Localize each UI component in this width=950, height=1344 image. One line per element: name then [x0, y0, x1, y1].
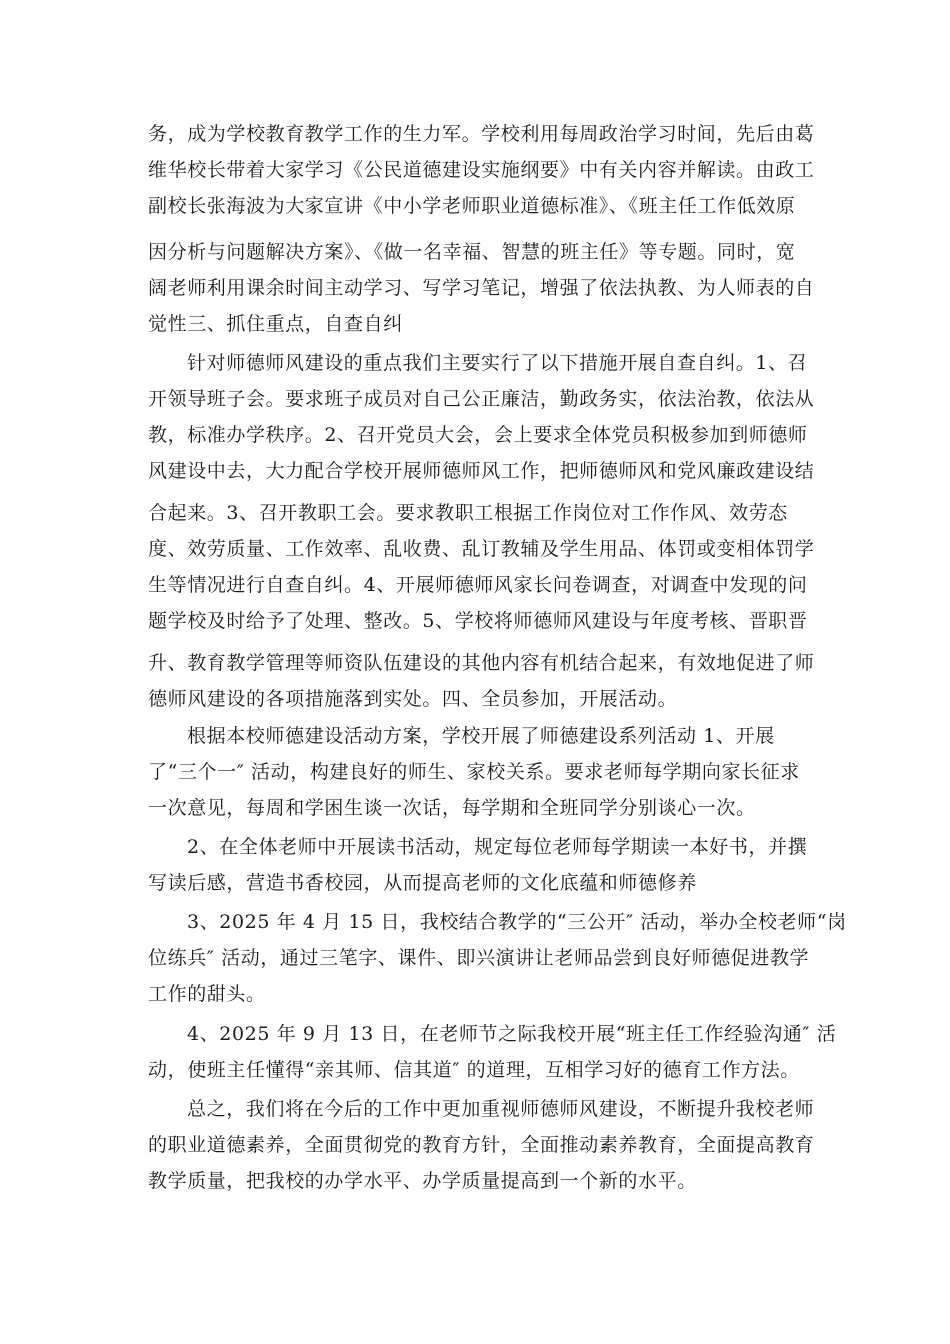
- text-line: 度、效劳质量、工作效率、乱收费、乱订教辅及学生用品、体罚或变相体罚学: [148, 538, 815, 560]
- text-line: 位练兵″ 活动，通过三笔字、课件、即兴演讲让老师品尝到良好师德促进教学: [148, 947, 810, 969]
- text-line: 副校长张海波为大家宣讲《中小学老师职业道德标准》、《班主任工作低效原: [148, 195, 796, 217]
- text-line: 升、教育教学管理等师资队伍建设的其他内容有机结合起来，有效地促进了师: [148, 652, 815, 674]
- paragraph-first-line: 针对师德师风建设的重点我们主要实行了以下措施开展自查自纠。1、召: [187, 352, 808, 374]
- paragraph-first-line: 3、2025 年 4 月 15 日，我校结合教学的“三公开″ 活动，举办全校老师“岗: [187, 911, 847, 933]
- text-line: 教学质量，把我校的办学水平、办学质量提高到一个新的水平。: [148, 1170, 697, 1192]
- text-line: 务，成为学校教育教学工作的生力军。学校利用每周政治学习时间，先后由葛: [148, 123, 815, 145]
- text-line: 动，使班主任懂得“亲其师、信其道″ 的道理，互相学习好的德育工作方法。: [148, 1059, 800, 1081]
- text-line: 题学校及时给予了处理、整改。5、学校将师德师风建设与年度考核、晋职晋: [148, 610, 808, 632]
- text-line: 觉性三、抓住重点，自查自纠: [148, 313, 403, 335]
- paragraph-first-line: 根据本校师德建设活动方案，学校开展了师德建设系列活动 1、开展: [187, 725, 775, 747]
- text-line: 因分析与问题解决方案》、《做一名幸福、智慧的班主任》等专题。同时，宽: [148, 241, 796, 263]
- text-line: 教，标准办学秩序。2、召开党员大会，会上要求全体党员积极参加到师德师: [148, 424, 808, 446]
- text-line: 风建设中去，大力配合学校开展师德师风工作，把师德师风和党风廉政建设结: [148, 460, 815, 482]
- text-line: 维华校长带着大家学习《公民道德建设实施纲要》中有关内容并解读。由政工: [148, 159, 815, 181]
- text-line: 的职业道德素养，全面贯彻党的教育方针，全面推动素养教育，全面提高教育: [148, 1134, 815, 1156]
- text-line: 生等情况进行自查自纠。4、开展师德师风家长问卷调查，对调查中发现的问: [148, 574, 808, 596]
- text-line: 写读后感，营造书香校园，从而提高老师的文化底蕴和师德修养: [148, 872, 697, 894]
- text-line: 德师风建设的各项措施落到实处。四、全员参加，开展活动。: [148, 688, 678, 710]
- text-line: 开领导班子会。要求班子成员对自己公正廉洁，勤政务实，依法治教，依法从: [148, 388, 815, 410]
- text-line: 了“三个一″ 活动，构建良好的师生、家校关系。要求老师每学期向家长征求: [148, 761, 800, 783]
- paragraph-first-line: 4、2025 年 9 月 13 日，在老师节之际我校开展“班主任工作经验沟通″ 活: [187, 1023, 837, 1045]
- text-line: 合起来。3、召开教职工会。要求教职工根据工作岗位对工作作风、效劳态: [148, 502, 788, 524]
- paragraph-first-line: 2、在全体老师中开展读书活动，规定每位老师每学期读一本好书，并撰: [187, 836, 808, 858]
- text-line: 阔老师利用课余时间主动学习、写学习笔记，增强了依法执教、为人师表的自: [148, 277, 815, 299]
- paragraph-first-line: 总之，我们将在今后的工作中更加重视师德师风建设，不断提升我校老师: [187, 1098, 815, 1120]
- text-line: 一次意见，每周和学困生谈一次话，每学期和全班同学分别谈心一次。: [148, 797, 756, 819]
- text-line: 工作的甜头。: [148, 983, 266, 1005]
